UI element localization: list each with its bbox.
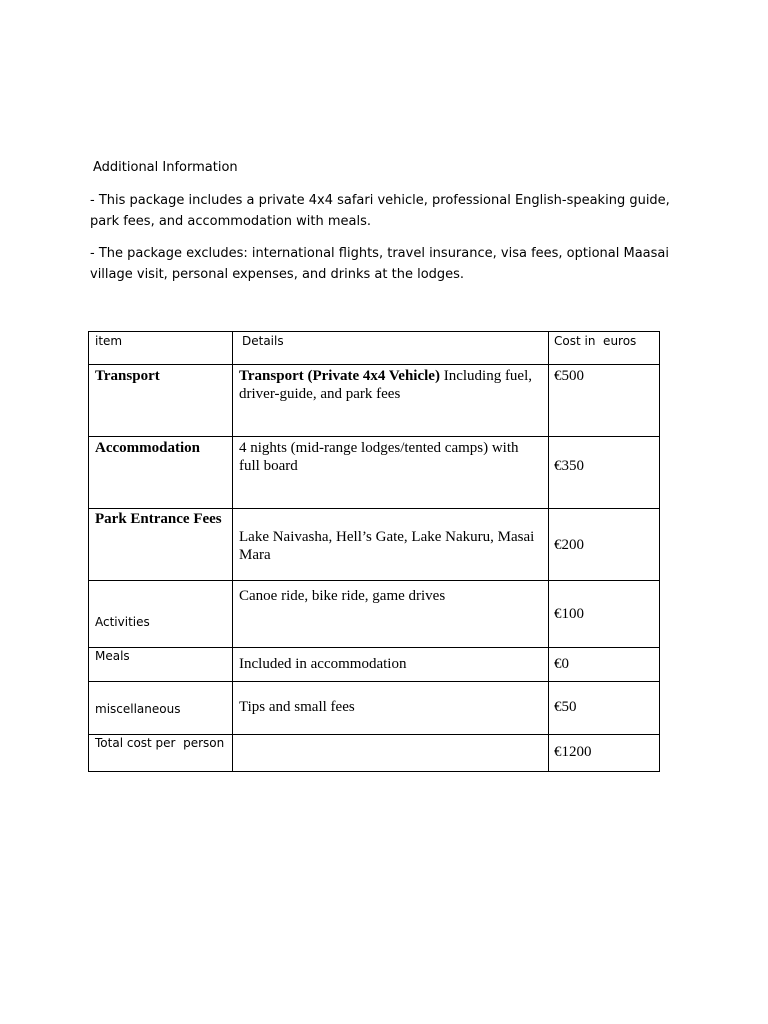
- cost-meals: €0: [554, 656, 569, 672]
- details-cell: [233, 648, 549, 682]
- additional-info-heading: Additional Information: [93, 160, 238, 175]
- cost-table: [88, 331, 660, 772]
- cost-cell: [549, 365, 660, 437]
- table-row-park-fees: [89, 509, 660, 581]
- table-header-row: [89, 332, 660, 365]
- item-cell: [89, 365, 233, 437]
- header-item: item: [95, 334, 123, 348]
- details-cell: [233, 735, 549, 772]
- header-details: Details: [242, 334, 284, 348]
- details-cell: [233, 682, 549, 735]
- item-accommodation: Accommodation: [95, 440, 200, 456]
- details-park-fees: Lake Naivasha, Hell’s Gate, Lake Nakuru, Masai Mara: [239, 529, 535, 563]
- header-item-cell: [89, 332, 233, 365]
- cost-park-fees: €200: [554, 537, 584, 553]
- header-cost: Cost in euros: [554, 334, 637, 348]
- cost-cell: [549, 735, 660, 772]
- item-total: Total cost per person: [95, 736, 225, 750]
- item-park-fees: Park Entrance Fees: [95, 511, 222, 527]
- details-cell: [233, 581, 549, 648]
- cost-cell: [549, 437, 660, 509]
- cost-transport: €500: [554, 368, 584, 384]
- details-cell: [233, 437, 549, 509]
- details-cell: [233, 365, 549, 437]
- item-cell: [89, 581, 233, 648]
- item-activities: Activities: [95, 615, 150, 629]
- cost-total: €1200: [554, 744, 592, 760]
- includes-paragraph: - This package includes a private 4x4 safari vehicle, professional English-speaking guide, park fees, and accommodation with meals.: [90, 193, 670, 229]
- header-cost-cell: [549, 332, 660, 365]
- item-cell: [89, 735, 233, 772]
- item-cell: [89, 648, 233, 682]
- cost-activities: €100: [554, 606, 584, 622]
- table-row-accommodation: [89, 437, 660, 509]
- table-row-meals: [89, 648, 660, 682]
- table-row-transport: [89, 365, 660, 437]
- item-cell: [89, 682, 233, 735]
- item-transport: Transport: [95, 368, 160, 384]
- details-accommodation: 4 nights (mid-range lodges/tented camps) with full board: [239, 440, 519, 474]
- item-cell: [89, 437, 233, 509]
- table-row-total: [89, 735, 660, 772]
- details-meals: Included in accommodation: [239, 656, 407, 672]
- cost-cell: [549, 509, 660, 581]
- details-miscellaneous: Tips and small fees: [239, 699, 355, 715]
- details-activities: Canoe ride, bike ride, game drives: [239, 588, 446, 604]
- cost-cell: [549, 581, 660, 648]
- details-transport-bold: Transport (Private 4x4 Vehicle): [239, 368, 440, 384]
- details-transport-text: Including fuel, driver-guide, and park fees: [239, 368, 533, 402]
- excludes-paragraph: - The package excludes: international flights, travel insurance, visa fees, optional Maasai village visit, personal expenses, and drinks at the lodges.: [90, 246, 669, 282]
- details-transport: [239, 367, 542, 403]
- cost-cell: [549, 682, 660, 735]
- cost-accommodation: €350: [554, 458, 584, 474]
- table-row-miscellaneous: [89, 682, 660, 735]
- item-cell: [89, 509, 233, 581]
- item-miscellaneous: miscellaneous: [95, 702, 181, 716]
- cost-miscellaneous: €50: [554, 699, 577, 715]
- details-cell: [233, 509, 549, 581]
- cost-cell: [549, 648, 660, 682]
- header-details-cell: [233, 332, 549, 365]
- item-meals: Meals: [95, 649, 130, 663]
- table-row-activities: [89, 581, 660, 648]
